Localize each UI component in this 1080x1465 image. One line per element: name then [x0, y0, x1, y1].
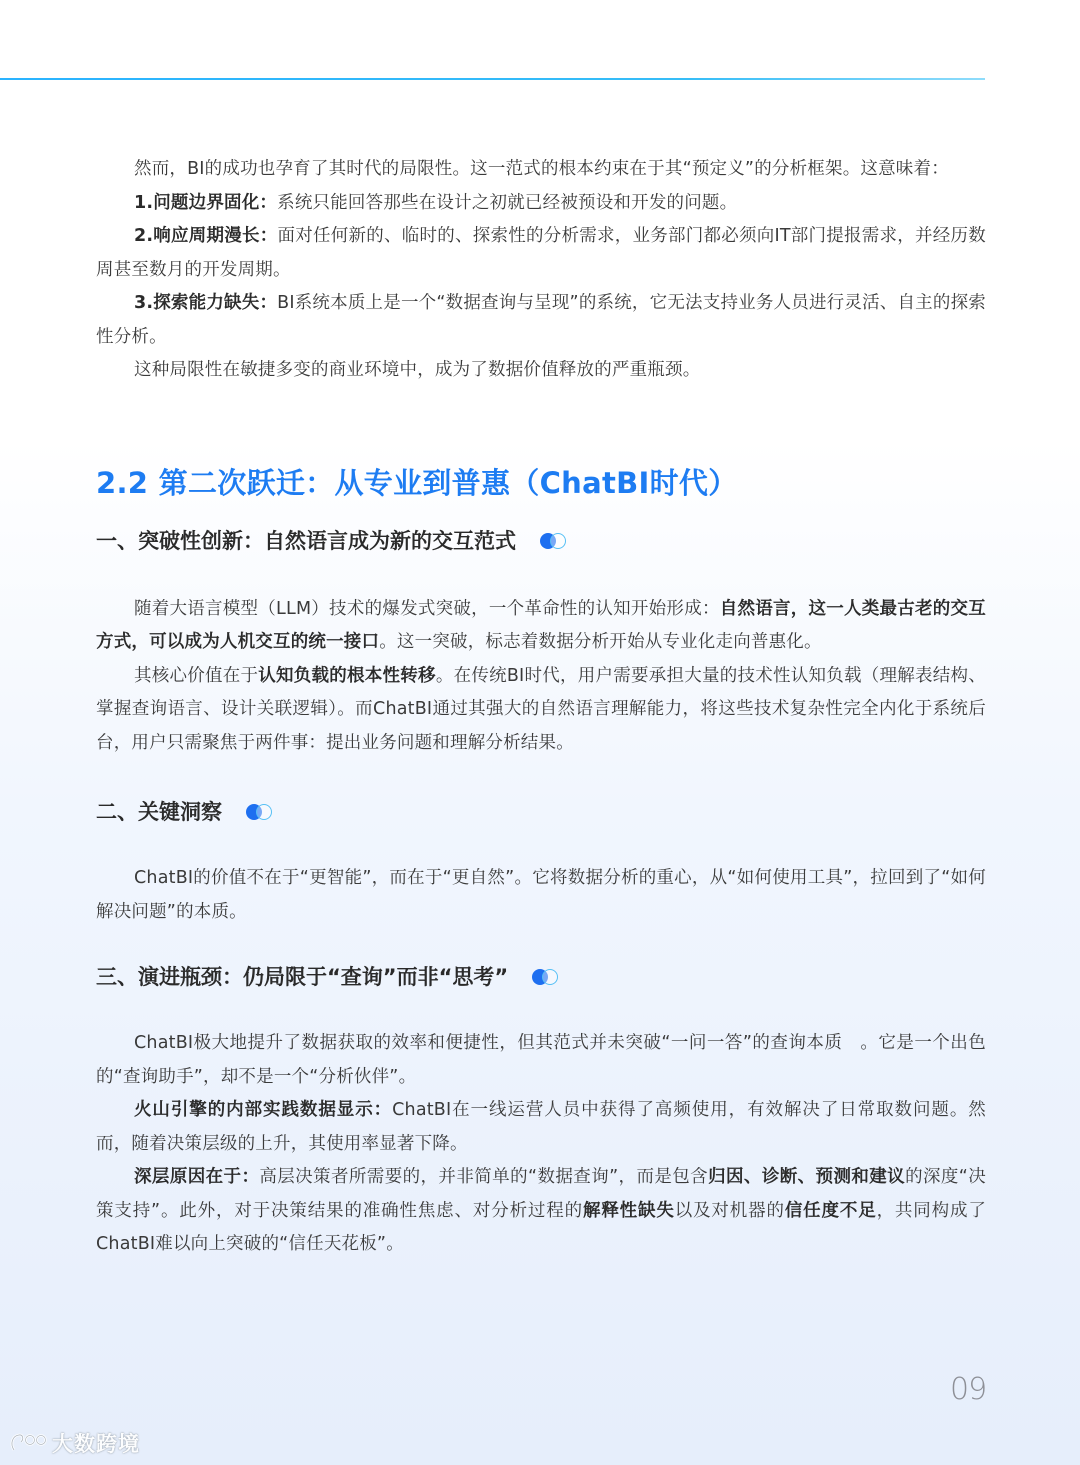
- text-run: 。这一突破，标志着数据分析开始从专业化走向普惠化。: [379, 632, 822, 652]
- section-heading: 2.2 第二次跃迁：从专业到普惠（ChatBI时代）: [96, 465, 738, 500]
- subsection-title: 二、关键洞察: [96, 800, 222, 824]
- list-item-label: 1.问题边界固化：: [134, 192, 278, 213]
- subsection-heading: [96, 796, 986, 828]
- closing-text: 这种局限性在敏捷多变的商业环境中，成为了数据价值释放的严重瓶颈。: [134, 360, 701, 380]
- body-paragraph: [96, 1161, 986, 1262]
- subsection-heading: [96, 961, 986, 993]
- text-run: 的深度“决策支持”。此外，对于决策结果的准确性焦虑、对分析过程的: [96, 1167, 986, 1221]
- list-item: [96, 187, 986, 221]
- toggle-dots-icon: [246, 803, 276, 821]
- toggle-dots-icon: [532, 968, 562, 986]
- list-item-text: BI系统本质上是一个“数据查询与呈现”的系统，它无法支持业务人员进行灵活、自主的探索性分析。: [96, 293, 986, 347]
- bold-run: 解释性缺失: [582, 1200, 675, 1221]
- bold-run: 认知负载的根本性转移: [258, 665, 436, 686]
- page-body: [96, 153, 986, 1262]
- body-paragraph: [96, 862, 986, 929]
- toggle-dots-icon: [540, 532, 570, 550]
- body-paragraph: [96, 593, 986, 660]
- text-run: 其核心价值在于: [134, 665, 259, 686]
- intro-text: 然而，BI的成功也孕育了其时代的局限性。这一范式的根本约束在于其“预定义”的分析框架。这意味着：: [134, 159, 949, 179]
- watermark-text: 大数跨境: [52, 1432, 140, 1456]
- subsection-title: 一、突破性创新：自然语言成为新的交互范式: [96, 528, 516, 553]
- closing-paragraph: [96, 354, 986, 388]
- page-number: 09: [950, 1372, 987, 1407]
- text-run: 。在传统BI时代，用户需要承担大量的技术性认知负载（理解表结构、掌握查询语言、设计关联逻辑）。而ChatBI通过其强大的自然语言理解能力，将这些技术复杂性完全内化于系统后台，用户只需聚焦于两件事：提出业务问题和理解分析结果。: [96, 665, 986, 753]
- list-item-text: 系统只能回答那些在设计之初就已经被预设和开发的问题。: [277, 192, 738, 213]
- body-paragraph: [96, 660, 986, 761]
- text-run: 以及对机器的: [674, 1200, 785, 1221]
- body-paragraph: [96, 1094, 986, 1161]
- list-item-text: 面对任何新的、临时的、探索性的分析需求，业务部门都必须向IT部门提报需求，并经历数周甚至数月的开发周期。: [96, 226, 986, 280]
- list-item: [96, 287, 986, 354]
- list-item-label: 2.响应周期漫长：: [134, 226, 278, 246]
- bold-run: 火山引擎的内部实践数据显示：: [134, 1100, 393, 1120]
- subsection-heading: [96, 525, 986, 557]
- bold-run: 自然语言，这一人类最古老的交互方式，可以成为人机交互的统一接口: [96, 598, 986, 652]
- header-rule: [0, 78, 985, 80]
- text-run: ChatBI的价值不在于“更智能”，而在于“更自然”。它将数据分析的重心，从“如何使用工具”，拉回到了“如何解决问题”的本质。: [96, 868, 986, 922]
- text-run: 随着大语言模型（LLM）技术的爆发式突破，一个革命性的认知开始形成：: [134, 598, 720, 619]
- text-run: 高层决策者所需要的，并非简单的“数据查询”，而是包含: [259, 1167, 709, 1187]
- watermark: [8, 1428, 140, 1458]
- text-run: ChatBI极大地提升了数据获取的效率和便捷性，但其范式并未突破“一问一答”的查询本质 。它是一个出色的“查询助手”，却不是一个“分析伙伴”。: [96, 1033, 986, 1087]
- text-run: ，共同构成了ChatBI难以向上突破的“信任天花板”。: [96, 1200, 987, 1254]
- bold-run: 归因、诊断、预测和建议: [708, 1167, 906, 1187]
- text-run: ChatBI在一线运营人员中获得了高频使用，有效解决了日常取数问题。然而，随着决策层级的上升，其使用率显著下降。: [96, 1100, 986, 1154]
- bold-run: 深层原因在于：: [134, 1167, 260, 1187]
- intro-paragraph: [96, 153, 986, 187]
- watermark-logo-icon: [8, 1430, 52, 1456]
- subsection-title: 三、演进瓶颈：仍局限于“查询”而非“思考”: [96, 965, 509, 989]
- list-item: [96, 220, 986, 287]
- list-item-label: 3.探索能力缺失：: [134, 293, 278, 313]
- body-paragraph: [96, 1027, 986, 1094]
- bold-run: 信任度不足: [784, 1200, 877, 1221]
